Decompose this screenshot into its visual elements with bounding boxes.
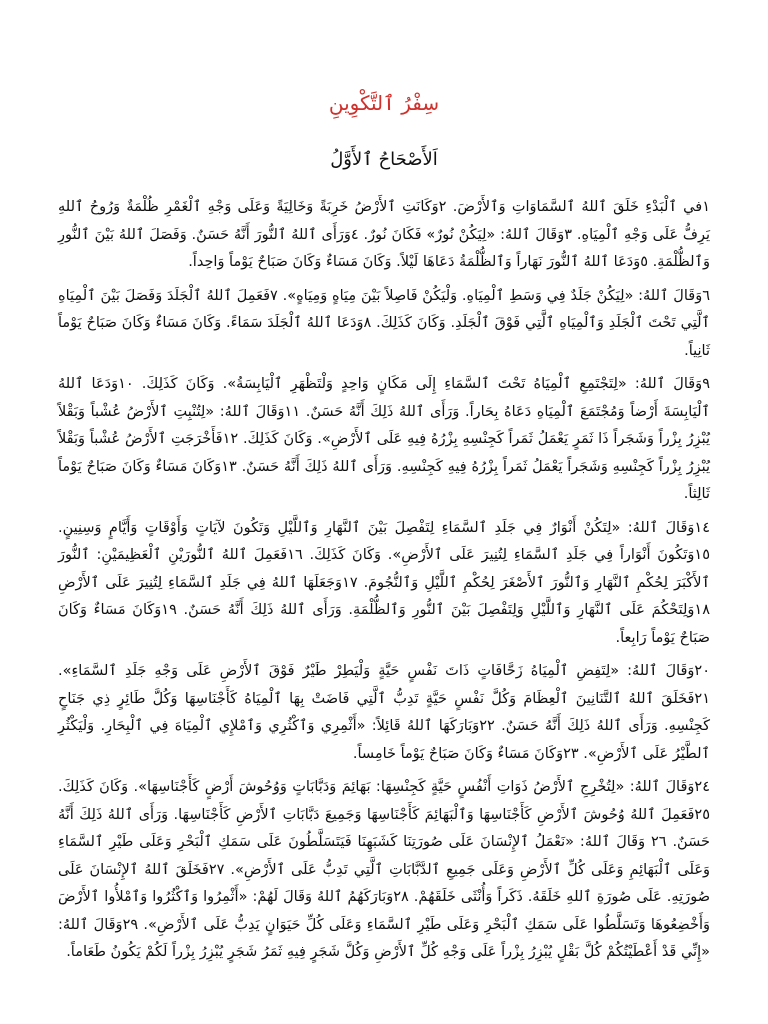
- book-title: سِفْرُ ٱلتَّكْوِينِ: [328, 91, 440, 115]
- paragraph-verses-6-8: ٦وَقَالَ ٱللهُ: «لِيَكُنْ جَلَدٌ فِي وَسَطِ ٱلْمِيَاهِ. وَلْيَكُنْ فَاصِلاً بَيْنَ مِيَاهٍ وَمِيَاهٍ». ٧فَعَمِلَ ٱللهُ ٱلْجَلَدَ وَفَصَلَ بَيْنَ ٱلْمِيَاهِ ٱلَّتِي تَحْتَ ٱلْجَلَدِ وَٱلْمِيَاهِ ٱلَّتِي فَوْقَ ٱلْجَلَدِ. وَكَانَ كَذَلِكَ. ٨وَدَعَا ٱللهُ ٱلْجَلَدَ سَمَاءً. وَكَانَ مَسَاءٌ وَكَانَ صَبَاحٌ يَوْماً ثَانِياً.: [58, 287, 710, 359]
- paragraph-verses-24-29: ٢٤وَقَالَ ٱللهُ: «لِتُخْرِجِ ٱلأَرْضُ ذَوَاتِ أَنْفُسٍ حَيَّةٍ كَجِنْسِهَا: بَهَائِمَ وَدَبَّابَاتٍ وَوُحُوشَ أَرْضٍ كَأَجْنَاسِهَا». وَكَانَ كَذَلِكَ. ٢٥فَعَمِلَ ٱللهُ وُحُوشَ ٱلأَرْضِ كَأَجْنَاسِهَا وَٱلْبَهَائِمَ كَأَجْنَاسِهَا وَجَمِيعَ دَبَّابَاتِ ٱلأَرْضِ كَأَجْنَاسِهَا. وَرَأَى ٱللهُ ذَلِكَ أَنَّهُ حَسَنٌ. ٢٦ وَقَالَ ٱللهُ: «نَعْمَلُ ٱلإِنْسَانَ عَلَى صُورَتِنَا كَشَبَهِنَا فَيَتَسَلَّطُونَ عَلَى سَمَكِ ٱلْبَحْرِ وَعَلَى طَيْرِ ٱلسَّمَاءِ وَعَلَى ٱلْبَهَائِمِ وَعَلَى كُلِّ ٱلأَرْضِ وَعَلَى جَمِيعِ ٱلدَّبَّابَاتِ ٱلَّتِي تَدِبُّ عَلَى ٱلأَرْضِ». ٢٧فَخَلَقَ ٱللهُ ٱلإِنْسَانَ عَلَى صُورَتِهِ. عَلَى صُورَةِ ٱللهِ خَلَقَهُ. ذَكَراً وَأُنْثَى خَلَقَهُمْ. ٢٨وَبَارَكَهُمُ ٱللهُ وَقَالَ لَهُمْ: «أَثْمِرُوا وَٱكْثُرُوا وَٱمْلأُوا ٱلأَرْضَ وَأَخْضِعُوهَا وَتَسَلَّطُوا عَلَى سَمَكِ ٱلْبَحْرِ وَعَلَى طَيْرِ ٱلسَّمَاءِ وَعَلَى كُلِّ حَيَوَانٍ يَدِبُّ عَلَى ٱلأَرْضِ». ٢٩وَقَالَ ٱللهُ: «إِنِّي قَدْ أَعْطَيْتُكُمْ كُلَّ بَقْلٍ يُبْزِرُ بِزْراً عَلَى وَجْهِ كُلِّ ٱلأَرْضِ وَكُلَّ شَجَرٍ فِيهِ ثَمَرُ شَجَرٍ يُبْزِرُ بِزْراً لَكُمْ يَكُونُ طَعَاماً.: [58, 779, 711, 960]
- paragraph-verses-20-23: ٢٠وَقَالَ ٱللهُ: «لِتَفِضِ ٱلْمِيَاهُ زَحَّافَاتٍ ذَاتَ نَفْسٍ حَيَّةٍ وَلْيَطِرْ طَيْرٌ فَوْقَ ٱلأَرْضِ عَلَى وَجْهِ جَلَدِ ٱلسَّمَاءِ». ٢١فَخَلَقَ ٱللهُ ٱلتَّنَانِينَ ٱلْعِظَامَ وَكُلَّ نَفْسٍ حَيَّةٍ تَدِبُّ ٱلَّتِي فَاضَتْ بِهَا ٱلْمِيَاهُ كَأَجْنَاسِهَا وَكُلَّ طَائِرٍ ذِي جَنَاحٍ كَجِنْسِهِ. وَرَأَى ٱللهُ ذَلِكَ أَنَّهُ حَسَنٌ. ٢٢وَبَارَكَهَا ٱللهُ قَائِلاً: «أَثْمِرِي وَٱكْثُرِي وَٱمْلإِي ٱلْمِيَاهَ فِي ٱلْبِحَارِ. وَلْيَكْثُرِ ٱلطَّيْرُ عَلَى ٱلأَرْضِ». ٢٣وَكَانَ مَسَاءٌ وَكَانَ صَبَاحٌ يَوْماً خَامِساً.: [58, 663, 710, 762]
- chapter-title: اَلأَصْحَاحُ ٱلأَوَّلُ: [330, 149, 438, 170]
- paragraph-verses-9-13: ٩وَقَالَ ٱللهُ: «لِتَجْتَمِعِ ٱلْمِيَاهُ تَحْتَ ٱلسَّمَاءِ إِلَى مَكَانٍ وَاحِدٍ وَلْتَظْهَرِ ٱلْيَابِسَةُ». وَكَانَ كَذَلِكَ. ١٠وَدَعَا ٱللهُ ٱلْيَابِسَةَ أَرْضاً وَمُجْتَمَعَ ٱلْمِيَاهِ دَعَاهُ بِحَاراً. وَرَأَى ٱللهُ ذَلِكَ أَنَّهُ حَسَنٌ. ١١وَقَالَ ٱللهُ: «لِتُنْبِتِ ٱلأَرْضُ عُشْباً وَبَقْلاً يُبْزِرُ بِزْراً وَشَجَراً ذَا ثَمَرٍ يَعْمَلُ ثَمَراً كَجِنْسِهِ بِزْرُهُ فِيهِ عَلَى ٱلأَرْضِ». وَكَانَ كَذَلِكَ. ١٢فَأَخْرَجَتِ ٱلأَرْضُ عُشْباً وَبَقْلاً يُبْزِرُ بِزْراً كَجِنْسِهِ وَشَجَراً يَعْمَلُ ثَمَراً بِزْرُهُ فِيهِ كَجِنْسِهِ. وَرَأَى ٱللهُ ذَلِكَ أَنَّهُ حَسَنٌ. ١٣وَكَانَ مَسَاءٌ وَكَانَ صَبَاحٌ يَوْماً ثَالِثاً.: [58, 376, 710, 502]
- paragraph-verses-14-19: ١٤وَقَالَ ٱللهُ: «لِتَكُنْ أَنْوَارٌ فِي جَلَدِ ٱلسَّمَاءِ لِتَفْصِلَ بَيْنَ ٱلنَّهَارِ وَٱللَّيْلِ وَتَكُونَ لآيَاتٍ وَأَوْقَاتٍ وَأَيَّامٍ وَسِنِينٍ. ١٥وَتَكُونَ أَنْوَاراً فِي جَلَدِ ٱلسَّمَاءِ لِتُنِيرَ عَلَى ٱلأَرْضِ». وَكَانَ كَذَلِكَ. ١٦فَعَمِلَ ٱللهُ ٱلنُّورَيْنِ ٱلْعَظِيمَيْنِ: ٱلنُّورَ ٱلأَكْبَرَ لِحُكْمِ ٱلنَّهَارِ وَٱلنُّورَ ٱلأَصْغَرَ لِحُكْمِ ٱللَّيْلِ وَٱلنُّجُومَ. ١٧وَجَعَلَهَا ٱللهُ فِي جَلَدِ ٱلسَّمَاءِ لِتُنِيرَ عَلَى ٱلأَرْضِ ١٨وَلِتَحْكُمَ عَلَى ٱلنَّهَارِ وَٱللَّيْلِ وَلِتَفْصِلَ بَيْنَ ٱلنُّورِ وَٱلظُّلْمَةِ. وَرَأَى ٱللهُ ذَلِكَ أَنَّهُ حَسَنٌ. ١٩وَكَانَ مَسَاءٌ وَكَانَ صَبَاحٌ يَوْماً رَابِعاً.: [58, 519, 710, 646]
- paragraph-verses-1-5: ١في ٱلْبَدْءِ خَلَقَ ٱللهُ ٱلسَّمَاوَاتِ وَٱلأَرْضَ. ٢وَكَانَتِ ٱلأَرْضُ خَرِبَةً وَخَالِيَةً وَعَلَى وَجْهِ ٱلْغَمْرِ ظُلْمَةٌ وَرُوحُ ٱللهِ يَرِفُّ عَلَى وَجْهِ ٱلْمِيَاهِ. ٣وَقَالَ ٱللهُ: «لِيَكُنْ نُورٌ» فَكَانَ نُورٌ. ٤وَرَأَى ٱللهُ ٱلنُّورَ أَنَّهُ حَسَنٌ. وَفَصَلَ ٱللهُ بَيْنَ ٱلنُّورِ وَٱلظُّلْمَةِ. ٥وَدَعَا ٱللهُ ٱلنُّورَ نَهَاراً وَٱلظُّلْمَةُ دَعَاهَا لَيْلاً. وَكَانَ مَسَاءٌ وَكَانَ صَبَاحٌ يَوْماً وَاحِداً.: [58, 199, 711, 270]
- document-page: [58, 88, 710, 1004]
